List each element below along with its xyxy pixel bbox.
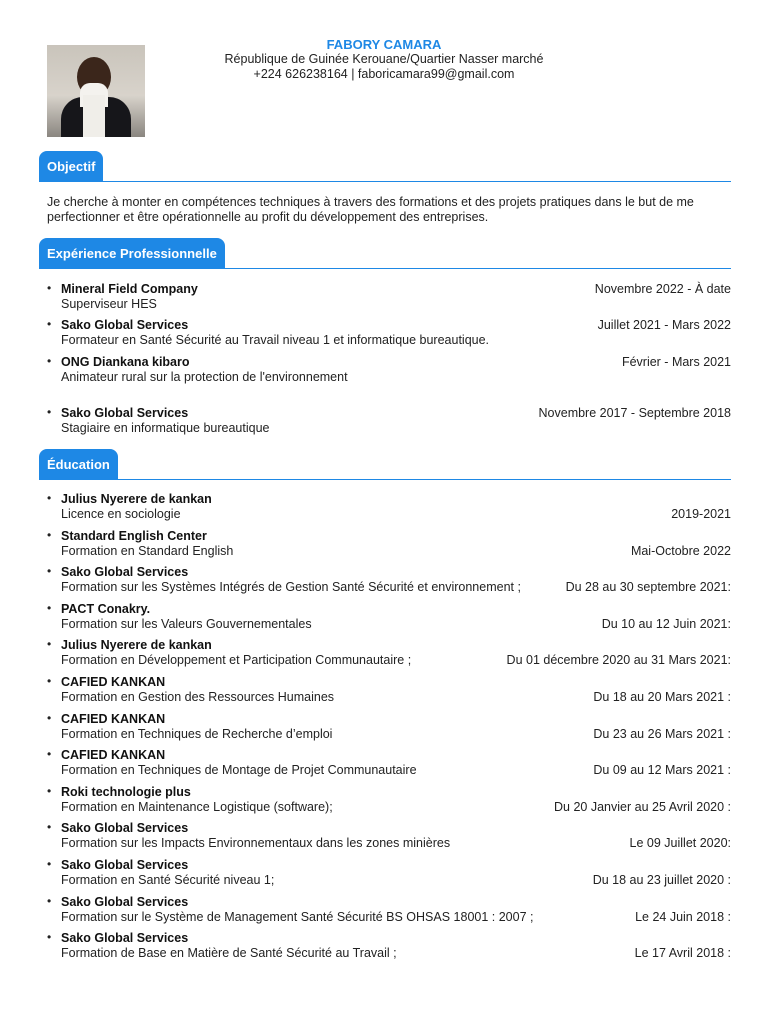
education-item (47, 529, 731, 561)
school-name: PACT Conakry. (61, 601, 151, 616)
course-name: Formation en Standard English (61, 543, 234, 558)
bullet-icon: • (47, 281, 52, 295)
date-range: Le 17 Avril 2018 : (634, 946, 731, 961)
school-name: Julius Nyerere de kankan (61, 638, 212, 653)
education-item (47, 785, 731, 817)
bullet-icon: • (47, 354, 52, 368)
school-name: Sako Global Services (61, 931, 189, 946)
experience-item (47, 318, 731, 350)
experience-item (47, 282, 731, 314)
education-item (47, 895, 731, 927)
date-range: Du 28 au 30 septembre 2021: (565, 580, 731, 595)
education-item (47, 748, 731, 780)
course-name: Formation sur les Impacts Environnementaux dans les zones minières (61, 836, 451, 851)
section-education-heading: Éducation (39, 449, 118, 480)
section-divider (39, 479, 731, 480)
date-range: Du 10 au 12 Juin 2021: (601, 616, 731, 631)
section-divider (39, 268, 731, 269)
education-item (47, 638, 731, 670)
course-name: Formation en Maintenance Logistique (software); (61, 799, 333, 814)
school-name: Standard English Center (61, 528, 207, 543)
school-name: Julius Nyerere de kankan (61, 492, 212, 506)
date-range: Du 01 décembre 2020 au 31 Mars 2021: (506, 653, 731, 668)
course-name: Formation en Techniques de Recherche d’emploi (61, 726, 333, 741)
date-range: Mai-Octobre 2022 (630, 543, 731, 558)
address: République de Guinée Kerouane/Quartier Nasser marché (224, 52, 544, 66)
date-range: Du 23 au 26 Mars 2021 : (593, 726, 731, 741)
job-role: Formateur en Santé Sécurité au Travail niveau 1 et informatique bureautique. (61, 333, 490, 347)
date-range: Juillet 2021 - Mars 2022 (597, 318, 731, 332)
bullet-icon: • (47, 674, 52, 688)
education-item (47, 492, 731, 524)
education-item (47, 675, 731, 707)
date-range: Le 09 Juillet 2020: (629, 836, 731, 851)
company-name: Sako Global Services (61, 406, 189, 420)
bullet-icon: • (47, 405, 52, 419)
course-name: Formation en Gestion des Ressources Humaines (61, 690, 335, 704)
bullet-icon: • (47, 930, 52, 945)
company-name: ONG Diankana kibaro (61, 355, 190, 369)
bullet-icon: • (47, 527, 52, 542)
school-name: CAFIED KANKAN (61, 711, 166, 726)
date-range: Le 24 Juin 2018 : (635, 909, 731, 924)
job-role: Stagiaire en informatique bureautique (61, 421, 270, 435)
course-name: Formation en Développement et Participation Communautaire ; (61, 653, 412, 668)
bullet-icon: • (47, 783, 52, 798)
date-range: Novembre 2022 - À date (594, 282, 731, 296)
date-range: Novembre 2017 - Septembre 2018 (538, 406, 731, 420)
bullet-icon: • (47, 893, 52, 908)
objective-text: Je cherche à monter en compétences techniques à travers des formations et des projets pratiques dans le but de me perfectionner et être opérationnelle au profit du développement des entreprises. (47, 195, 694, 224)
date-range: 2019-2021 (671, 507, 731, 521)
candidate-name: FABORY CAMARA (326, 37, 442, 52)
bullet-icon: • (47, 747, 52, 762)
education-item (47, 858, 731, 890)
course-name: Formation de Base en Matière de Santé Sécurité au Travail ; (61, 946, 397, 961)
date-range: Du 09 au 12 Mars 2021 : (593, 763, 731, 778)
school-name: Roki technologie plus (61, 784, 191, 799)
education-item (47, 931, 731, 963)
company-name: Sako Global Services (61, 318, 189, 332)
job-role: Animateur rural sur la protection de l'environnement (61, 370, 348, 384)
course-name: Formation sur les Valeurs Gouvernementales (61, 616, 312, 631)
section-divider (39, 181, 731, 182)
bullet-icon: • (47, 564, 52, 579)
school-name: CAFIED KANKAN (61, 748, 166, 763)
bullet-icon: • (47, 600, 52, 615)
school-name: CAFIED KANKAN (61, 675, 166, 689)
course-name: Formation en Techniques de Montage de Projet Communautaire (61, 763, 417, 778)
course-name: Licence en sociologie (61, 507, 181, 521)
date-range: Du 18 au 23 juillet 2020 : (592, 873, 731, 887)
section-objective-heading: Objectif (39, 151, 103, 182)
education-item (47, 821, 731, 853)
date-range: Février - Mars 2021 (621, 355, 731, 369)
section-experience-heading: Expérience Professionnelle (39, 238, 225, 269)
company-name: Mineral Field Company (61, 282, 198, 296)
bullet-icon: • (47, 637, 52, 652)
education-item (47, 602, 731, 634)
bullet-icon: • (47, 857, 52, 871)
course-name: Formation sur le Système de Management Santé Sécurité BS OHSAS 18001 : 2007 ; (61, 909, 534, 924)
school-name: Sako Global Services (61, 858, 189, 872)
job-role: Superviseur HES (61, 297, 157, 311)
bullet-icon: • (47, 710, 52, 725)
bullet-icon: • (47, 317, 52, 331)
date-range: Du 18 au 20 Mars 2021 : (593, 690, 731, 704)
bullet-icon: • (47, 491, 52, 505)
school-name: Sako Global Services (61, 565, 189, 580)
course-name: Formation sur les Systèmes Intégrés de Gestion Santé Sécurité et environnement ; (61, 580, 521, 595)
course-name: Formation en Santé Sécurité niveau 1; (61, 873, 275, 887)
education-item (47, 712, 731, 744)
school-name: Sako Global Services (61, 821, 189, 836)
school-name: Sako Global Services (61, 894, 189, 909)
experience-item (47, 406, 731, 438)
date-range: Du 20 Janvier au 25 Avril 2020 : (554, 799, 731, 814)
experience-item (47, 355, 731, 387)
bullet-icon: • (47, 820, 52, 835)
contact-info: +224 626238164 | faboricamara99@gmail.com (253, 67, 515, 81)
education-item (47, 565, 731, 597)
